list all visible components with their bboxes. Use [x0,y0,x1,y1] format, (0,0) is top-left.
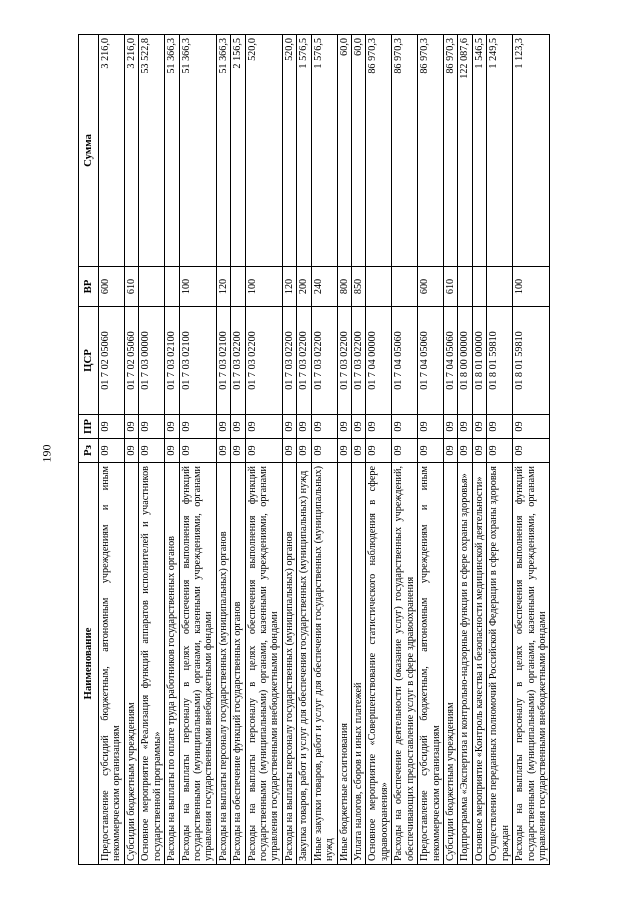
row-vr [472,267,486,307]
row-pr: 09 [418,415,444,439]
row-csr: 01 7 02 05060 [124,307,138,415]
row-rz: 09 [139,439,165,463]
row-sum: 122 087,6 [458,35,472,267]
row-pr: 09 [282,415,296,439]
row-sum: 520,0 [245,35,282,267]
table-row [139,35,165,865]
row-csr: 01 7 02 05060 [99,307,125,415]
row-vr: 100 [513,267,550,307]
table-row [99,35,125,865]
row-pr: 09 [487,415,513,439]
row-csr: 01 7 03 02100 [165,307,179,415]
header-name: Наименование [79,463,99,865]
table-row [352,35,366,865]
row-name: Расходы на выплаты персоналу государственных (муниципальных) органов [216,463,230,865]
table-row [124,35,138,865]
row-rz: 09 [392,439,418,463]
row-csr: 01 7 03 02100 [216,307,230,415]
row-csr: 01 7 04 05060 [392,307,418,415]
row-vr [458,267,472,307]
row-rz: 09 [311,439,337,463]
row-pr: 09 [165,415,179,439]
row-rz: 09 [165,439,179,463]
row-sum: 51 366,3 [216,35,230,267]
row-csr: 01 8 01 59810 [487,307,513,415]
row-csr: 01 7 03 02200 [245,307,282,415]
table-row [392,35,418,865]
row-name: Подпрограмма «Экспертиза и контрольно-надзорные функции в сфере охраны здоровья» [458,463,472,865]
rotated-page-content [78,35,613,865]
table-row [418,35,444,865]
table-row [513,35,550,865]
row-pr: 09 [352,415,366,439]
row-vr [139,267,165,307]
row-name: Иные закупки товаров, работ и услуг для обеспечения государственных (муниципальных) нужд [311,463,337,865]
table-row [297,35,311,865]
page-number: 190 [39,444,54,463]
row-pr: 09 [124,415,138,439]
row-vr [392,267,418,307]
row-sum: 1 576,5 [297,35,311,267]
header-sum: Сумма [79,35,99,267]
row-csr: 01 7 03 02200 [311,307,337,415]
row-rz: 09 [231,439,245,463]
table-row [231,35,245,865]
header-csr: ЦСР [79,307,99,415]
row-sum: 86 970,3 [418,35,444,267]
row-csr: 01 7 03 00000 [139,307,165,415]
row-csr: 01 7 03 02200 [352,307,366,415]
row-csr: 01 8 00 00000 [458,307,472,415]
row-vr [366,267,392,307]
row-sum: 60,0 [352,35,366,267]
row-pr: 09 [443,415,457,439]
table-row [458,35,472,865]
header-pr: ПР [79,415,99,439]
row-name: Уплата налогов, сборов и иных платежей [352,463,366,865]
row-name: Основное мероприятие «Реализация функций аппаратов исполнителей и участников государственной программы» [139,463,165,865]
row-pr: 09 [99,415,125,439]
row-name: Расходы на выплаты персоналу государственных (муниципальных) органов [282,463,296,865]
row-rz: 09 [179,439,216,463]
row-sum: 1 123,3 [513,35,550,267]
row-name: Расходы на обеспечение деятельности (оказание услуг) государственных учреждений, обеспечивающих предоставление услуг в сфере здравоохранения [392,463,418,865]
row-pr: 09 [245,415,282,439]
row-rz: 09 [513,439,550,463]
row-name: Иные бюджетные ассигнования [337,463,351,865]
row-csr: 01 8 01 59810 [513,307,550,415]
row-vr: 100 [179,267,216,307]
row-pr: 09 [231,415,245,439]
row-vr: 610 [124,267,138,307]
table-body [99,35,550,865]
row-csr: 01 7 04 05060 [418,307,444,415]
row-rz: 09 [297,439,311,463]
row-vr [165,267,179,307]
row-rz: 09 [337,439,351,463]
row-csr: 01 7 03 02200 [231,307,245,415]
row-vr: 100 [245,267,282,307]
row-pr: 09 [139,415,165,439]
table-row [216,35,230,865]
row-vr: 850 [352,267,366,307]
row-vr [487,267,513,307]
row-vr: 610 [443,267,457,307]
row-vr: 600 [99,267,125,307]
row-name: Предоставление субсидий бюджетным, автономным учреждениям и иным некоммерческим организациям [99,463,125,865]
row-vr: 120 [282,267,296,307]
row-vr: 600 [418,267,444,307]
row-rz: 09 [99,439,125,463]
row-rz: 09 [458,439,472,463]
row-pr: 09 [337,415,351,439]
row-rz: 09 [487,439,513,463]
row-sum: 53 522,8 [139,35,165,267]
table-row [311,35,337,865]
row-name: Субсидии бюджетным учреждениям [124,463,138,865]
row-name: Закупка товаров, работ и услуг для обеспечения государственных (муниципальных) нужд [297,463,311,865]
header-rz: Рз [79,439,99,463]
row-csr: 01 7 04 05060 [443,307,457,415]
row-pr: 09 [216,415,230,439]
row-rz: 09 [245,439,282,463]
row-rz: 09 [352,439,366,463]
table-row [165,35,179,865]
row-csr: 01 7 03 02100 [179,307,216,415]
row-rz: 09 [443,439,457,463]
table-row [472,35,486,865]
row-rz: 09 [418,439,444,463]
row-vr: 120 [216,267,230,307]
row-name: Расходы на выплаты персоналу в целях обеспечения выполнения функций государственными (муниципальными) органами, казенными учреждениями, органами управления государственными внебюджетными фондами [245,463,282,865]
row-rz: 09 [216,439,230,463]
header-vr: ВР [79,267,99,307]
row-vr [231,267,245,307]
row-pr: 09 [311,415,337,439]
row-sum: 3 216,0 [99,35,125,267]
row-csr: 01 8 01 00000 [472,307,486,415]
row-csr: 01 7 03 02200 [282,307,296,415]
row-name: Осуществление переданных полномочий Российской Федерации в сфере охраны здоровья граждан [487,463,513,865]
table-header-row [79,35,99,865]
row-name: Расходы на выплаты персоналу в целях обеспечения выполнения функций государственными (муниципальными) органами, казенными учреждениями, органами управления государственными внебюджетными фондами [513,463,550,865]
row-sum: 86 970,3 [392,35,418,267]
row-pr: 09 [513,415,550,439]
row-sum: 1 249,5 [487,35,513,267]
row-sum: 2 156,5 [231,35,245,267]
row-pr: 09 [366,415,392,439]
row-sum: 1 576,5 [311,35,337,267]
row-rz: 09 [282,439,296,463]
row-name: Основное мероприятие «Контроль качества и безопасности медицинской деятельности» [472,463,486,865]
row-pr: 09 [392,415,418,439]
table-row [282,35,296,865]
table-row [245,35,282,865]
row-pr: 09 [179,415,216,439]
table-row [179,35,216,865]
row-name: Расходы на выплаты персоналу в целях обеспечения выполнения функций государственными (муниципальными) органами, казенными учреждениями, органами управления государственными внебюджетными фондами [179,463,216,865]
row-sum: 51 366,3 [165,35,179,267]
row-sum: 86 970,3 [366,35,392,267]
row-vr: 240 [311,267,337,307]
budget-table [78,34,550,865]
row-sum: 1 546,5 [472,35,486,267]
table-row [337,35,351,865]
row-sum: 60,0 [337,35,351,267]
row-rz: 09 [124,439,138,463]
row-name: Основное мероприятие «Совершенствование статистического наблюдения в сфере здравоохранения» [366,463,392,865]
row-pr: 09 [472,415,486,439]
table-row [443,35,457,865]
row-vr: 200 [297,267,311,307]
row-csr: 01 7 03 02200 [297,307,311,415]
row-rz: 09 [366,439,392,463]
row-name: Субсидии бюджетным учреждениям [443,463,457,865]
row-pr: 09 [458,415,472,439]
row-sum: 86 970,3 [443,35,457,267]
row-sum: 51 366,3 [179,35,216,267]
row-sum: 3 216,0 [124,35,138,267]
table-row [487,35,513,865]
row-name: Расходы на обеспечение функций государственных органов [231,463,245,865]
table-row [366,35,392,865]
row-name: Расходы на выплаты по оплате труда работников государственных органов [165,463,179,865]
row-sum: 520,0 [282,35,296,267]
row-pr: 09 [297,415,311,439]
row-csr: 01 7 03 02200 [337,307,351,415]
row-rz: 09 [472,439,486,463]
row-name: Предоставление субсидий бюджетным, автономным учреждениям и иным некоммерческим организациям [418,463,444,865]
row-vr: 800 [337,267,351,307]
row-csr: 01 7 04 00000 [366,307,392,415]
